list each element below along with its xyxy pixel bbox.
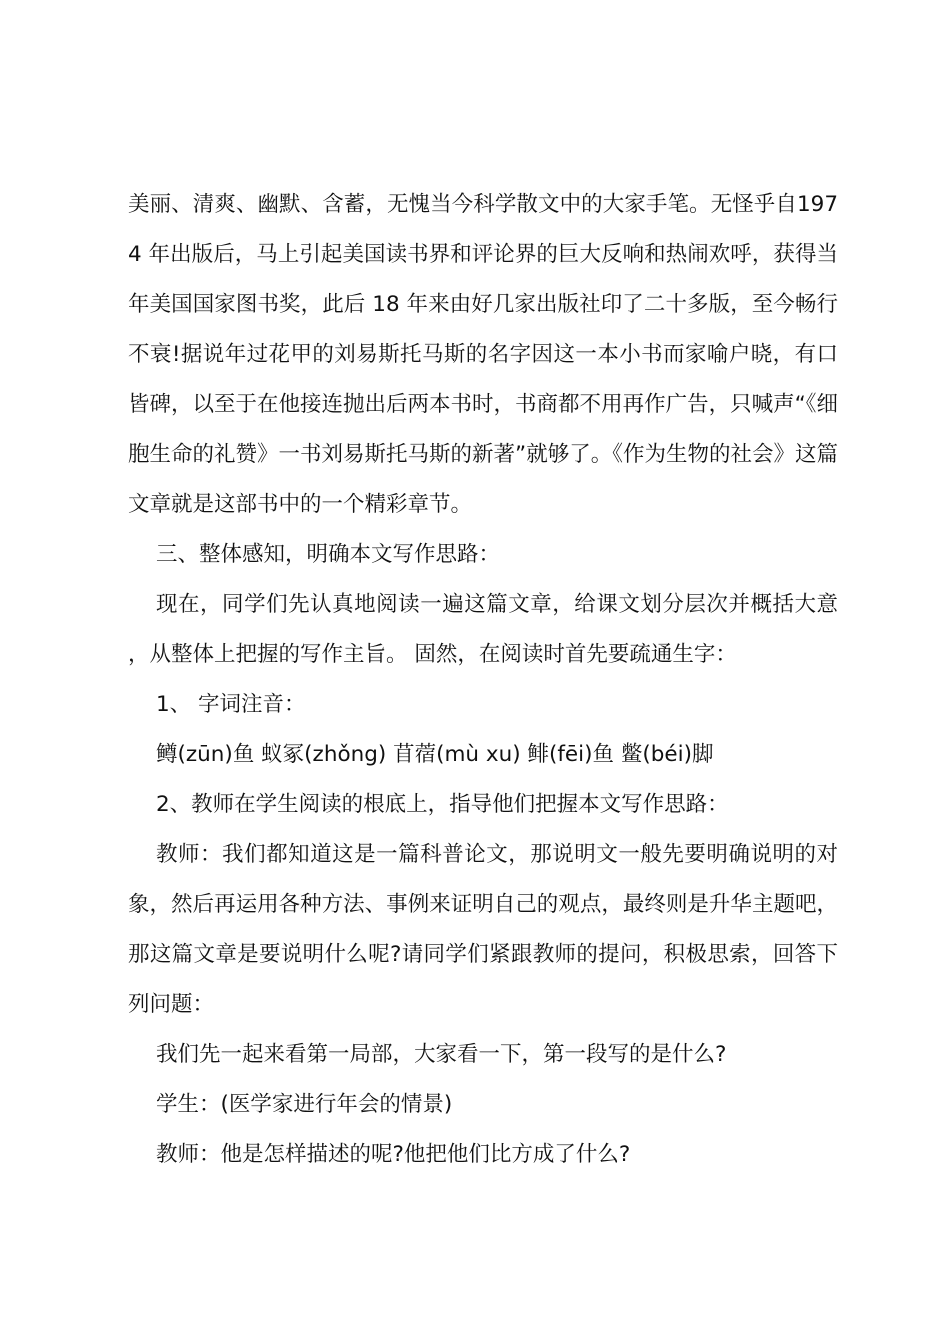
list-item-writing-approach: 2、教师在学生阅读的根底上，指导他们把握本文写作思路：: [156, 792, 729, 817]
document-body: [128, 180, 838, 1180]
paragraph-reading-instruction: 现在，同学们先认真地阅读一遍这篇文章，给课文划分层次并概括大意，从整体上把握的写作主旨。 固然，在阅读时首先要疏通生字：: [128, 592, 838, 667]
list-item-vocabulary-heading: 1、 字词注音：: [156, 692, 306, 717]
paragraph-teacher-explanation: 教师：我们都知道这是一篇科普论文，那说明文一般先要明确说明的对象，然后再运用各种方法、事例来证明自己的观点，最终则是升华主题吧，那这篇文章是要说明什么呢?请同学们紧跟教师的提问，积极思索，回答下列问题：: [128, 842, 838, 1017]
paragraph-pronunciation-list: 鳟(zūn)鱼 蚁冢(zhǒng) 苜蓿(mù xu) 鲱(fēi)鱼 鳖(béi)脚: [156, 742, 714, 767]
paragraph-book-introduction: 美丽、清爽、幽默、含蓄，无愧当今科学散文中的大家手笔。无怪乎自1974 年出版后，马上引起美国读书界和评论界的巨大反响和热闹欢呼，获得当年美国国家图书奖，此后 18 年来由好几家出版社印了二十多版，至今畅行不衰!据说年过花甲的刘易斯托马斯的名字因这一本小书而家喻户晓，有口皆碑，以至于在他接连抛出后两本书时，书商都不用再作广告，只喊声“《细胞生命的礼赞》一书刘易斯托马斯的新著”就够了。《作为生物的社会》这篇文章就是这部书中的一个精彩章节。: [128, 192, 838, 517]
section-heading-overall-perception: 三、整体感知，明确本文写作思路：: [156, 542, 501, 567]
paragraph-first-part-question: 我们先一起来看第一局部，大家看一下，第一段写的是什么?: [156, 1042, 727, 1067]
paragraph-student-answer: 学生：(医学家进行年会的情景): [156, 1092, 453, 1117]
paragraph-teacher-followup: 教师：他是怎样描述的呢?他把他们比方成了什么?: [156, 1142, 631, 1167]
